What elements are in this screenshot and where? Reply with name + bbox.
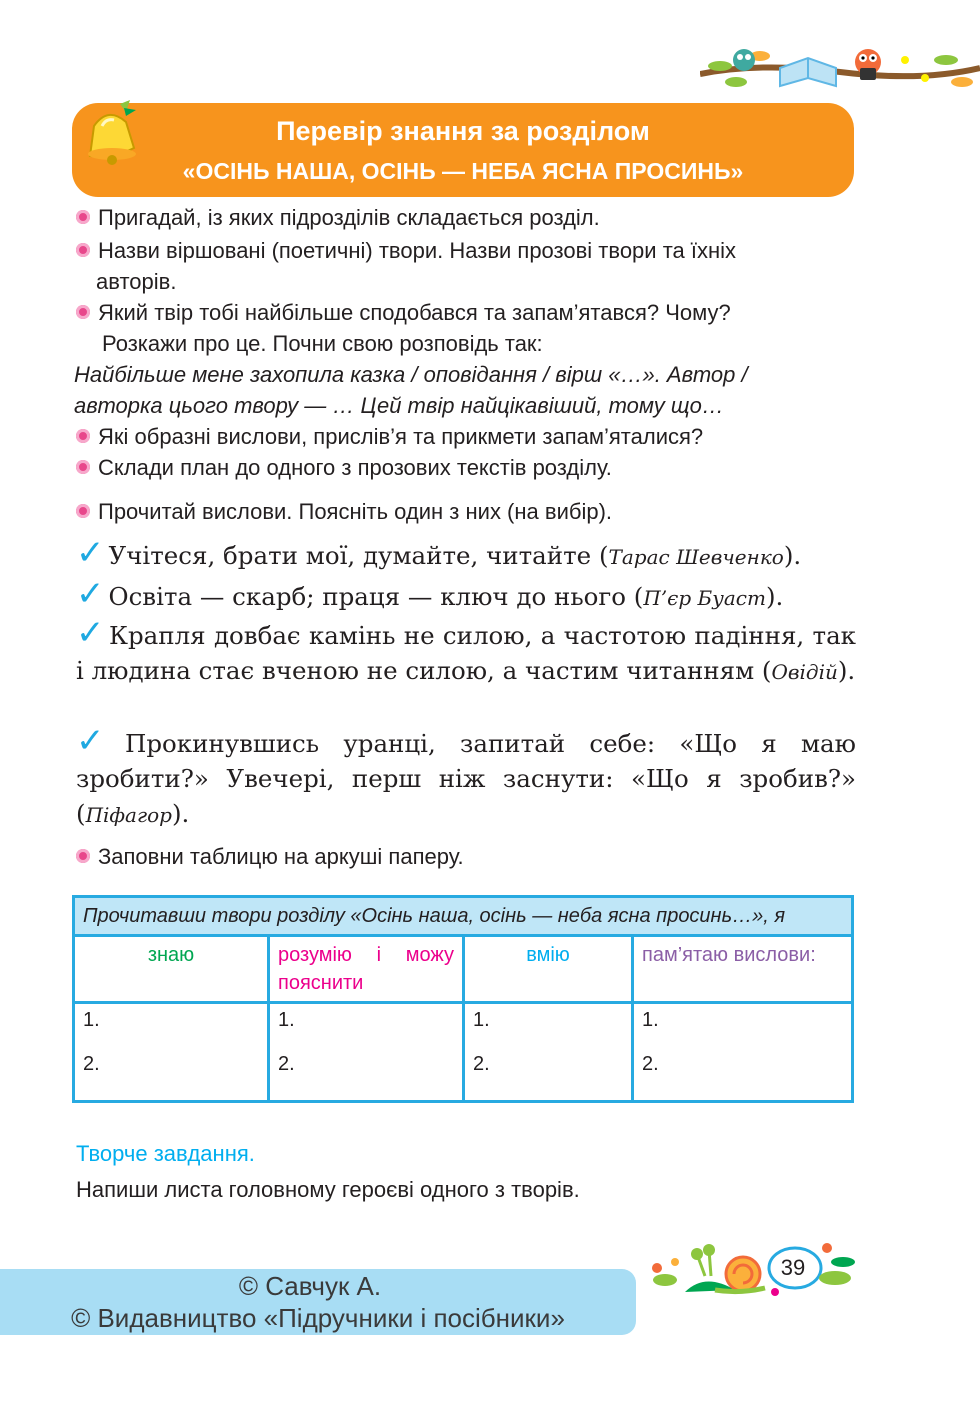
page-number: 39: [780, 1255, 806, 1280]
quote-author: Піфагор: [85, 803, 172, 827]
task-item: Пригадай, із яких підрозділів складається розділ.: [76, 203, 600, 233]
column-remember: пам’ятаю вислови:: [633, 936, 853, 1003]
task-item: Назви віршовані (поетичні) твори. Назви прозові твори та їхніх: [76, 236, 736, 266]
task-item: Який твір тобі найбільше сподобався та запам’ятався? Чому?: [76, 298, 731, 328]
table-row: [74, 1003, 853, 1102]
checkmark-icon: ✓: [76, 613, 106, 653]
column-understand: розумію і можу пояснити: [269, 936, 464, 1003]
column-can: вмію: [464, 936, 633, 1003]
quote-author: П’єр Буаст: [643, 586, 766, 610]
knowledge-table: [72, 895, 854, 1103]
quote-item: ✓ Прокинувшись уранці, запитай себе: «Що я маю зробити?» Увечері, перш ніж заснути: «Що я зробив?» (Піфагор).: [76, 721, 856, 828]
sample-answer-line: Найбільше мене захопила казка / оповідання / вірш «…». Автор /: [74, 362, 748, 387]
bullet-icon: [76, 429, 90, 443]
branch-birds-illustration: [700, 38, 980, 100]
task-item: Які образні вислови, прислів’я та прикмети запам’яталися?: [76, 422, 703, 452]
snail-flowers-illustration: [645, 1232, 860, 1302]
bullet-icon: [76, 504, 90, 518]
table-cell: 1. 2.: [269, 1003, 464, 1102]
bullet-icon: [76, 210, 90, 224]
banner-subtitle: «ОСІНЬ НАША, ОСІНЬ — НЕБА ЯСНА ПРОСИНЬ»: [182, 158, 744, 184]
bullet-icon: [76, 243, 90, 257]
task-item-continued: авторів.: [96, 269, 177, 294]
banner-title: Перевір знання за розділом: [276, 116, 650, 146]
bullet-icon: [76, 849, 90, 863]
bullet-icon: [76, 460, 90, 474]
task-item: Прочитай вислови. Поясніть один з них (на вибір).: [76, 497, 612, 527]
table-cell: 1. 2.: [74, 1003, 269, 1102]
sample-answer-line: авторка цього твору — … Цей твір найцікавіший, тому що…: [74, 393, 724, 418]
task-item: Заповни таблицю на аркуші паперу.: [76, 842, 464, 872]
quote-item: ✓ Освіта — скарб; праця — ключ до нього (П’єр Буаст).: [76, 574, 784, 614]
checkmark-icon: ✓: [76, 533, 105, 573]
table-cell: 1. 2.: [633, 1003, 853, 1102]
checkmark-icon: ✓: [76, 721, 121, 761]
task-item: Склади план до одного з прозових текстів розділу.: [76, 453, 612, 483]
task-item-continued: Розкажи про це. Почни свою розповідь так:: [102, 331, 543, 356]
quote-item: ✓ Учітеся, брати мої, думайте, читайте (Тарас Шевченко).: [76, 533, 802, 573]
quote-author: Овідій: [771, 660, 838, 684]
quote-author: Тарас Шевченко: [608, 545, 784, 569]
table-cell: 1. 2.: [464, 1003, 633, 1102]
checkmark-icon: ✓: [76, 574, 105, 614]
creative-task-text: Напиши листа головному героєві одного з творів.: [76, 1177, 580, 1202]
creative-task-title: Творче завдання.: [76, 1141, 255, 1166]
quote-item: ✓ Крапля довбає камінь не силою, а частотою падіння, так і людина стає вченою не силою, а частим читанням (Овідій).: [76, 613, 856, 685]
table-header: Прочитавши твори розділу «Осінь наша, осінь — неба ясна просинь…», я: [74, 897, 853, 936]
copyright-author: © Савчук А.: [238, 1271, 382, 1301]
copyright-publisher: © Видавництво «Підручники і посібники»: [71, 1303, 565, 1333]
column-know: знаю: [74, 936, 269, 1003]
bullet-icon: [76, 305, 90, 319]
